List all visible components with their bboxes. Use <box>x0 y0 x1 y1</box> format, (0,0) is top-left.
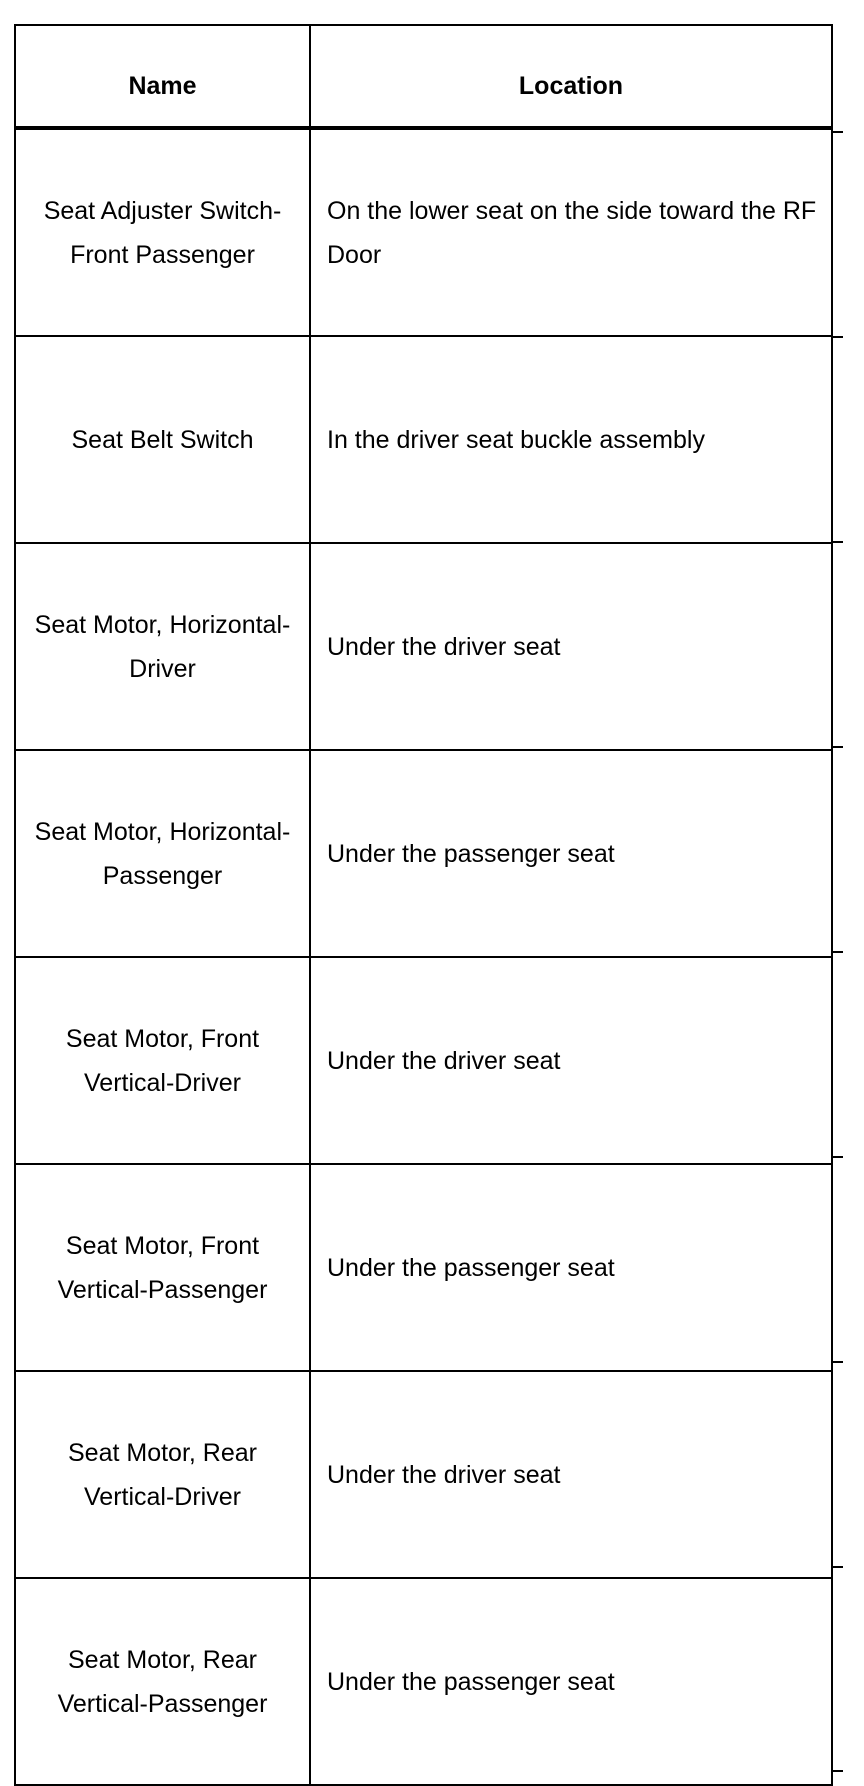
name-cell: Seat Motor, Front Vertical-Passenger <box>15 1164 310 1371</box>
header-location: Location <box>310 25 832 128</box>
table-row <box>15 128 832 336</box>
table-row <box>15 543 832 750</box>
row-divider-stub <box>831 1770 843 1772</box>
table-row <box>15 750 832 957</box>
name-cell: Seat Motor, Horizontal-Passenger <box>15 750 310 957</box>
row-divider-stub <box>831 1361 843 1363</box>
row-divider-stub <box>831 1156 843 1158</box>
table-row <box>15 957 832 1164</box>
header-name: Name <box>15 25 310 128</box>
name-cell: Seat Motor, Horizontal-Driver <box>15 543 310 750</box>
row-divider-stub <box>831 746 843 748</box>
row-divider-stub <box>831 541 843 543</box>
location-cell: Under the passenger seat <box>310 750 832 957</box>
name-cell: Seat Belt Switch <box>15 336 310 543</box>
name-cell: Seat Motor, Front Vertical-Driver <box>15 957 310 1164</box>
table-row <box>15 336 832 543</box>
name-cell: Seat Adjuster Switch-Front Passenger <box>15 128 310 336</box>
table-row <box>15 1578 832 1785</box>
location-cell: Under the driver seat <box>310 957 832 1164</box>
location-cell: Under the driver seat <box>310 543 832 750</box>
name-cell: Seat Motor, Rear Vertical-Passenger <box>15 1578 310 1785</box>
row-divider-stub <box>831 951 843 953</box>
location-cell: Under the passenger seat <box>310 1164 832 1371</box>
table-row <box>15 1164 832 1371</box>
table-row <box>15 1371 832 1578</box>
row-divider-stub <box>831 336 843 338</box>
row-divider-stub <box>831 131 843 133</box>
location-cell: On the lower seat on the side toward the RF Door <box>310 128 832 336</box>
row-divider-stub <box>831 1566 843 1568</box>
location-cell: Under the passenger seat <box>310 1578 832 1785</box>
location-cell: In the driver seat buckle assembly <box>310 336 832 543</box>
table-header-row <box>15 25 832 128</box>
name-cell: Seat Motor, Rear Vertical-Driver <box>15 1371 310 1578</box>
location-cell: Under the driver seat <box>310 1371 832 1578</box>
component-location-table <box>14 24 833 1786</box>
